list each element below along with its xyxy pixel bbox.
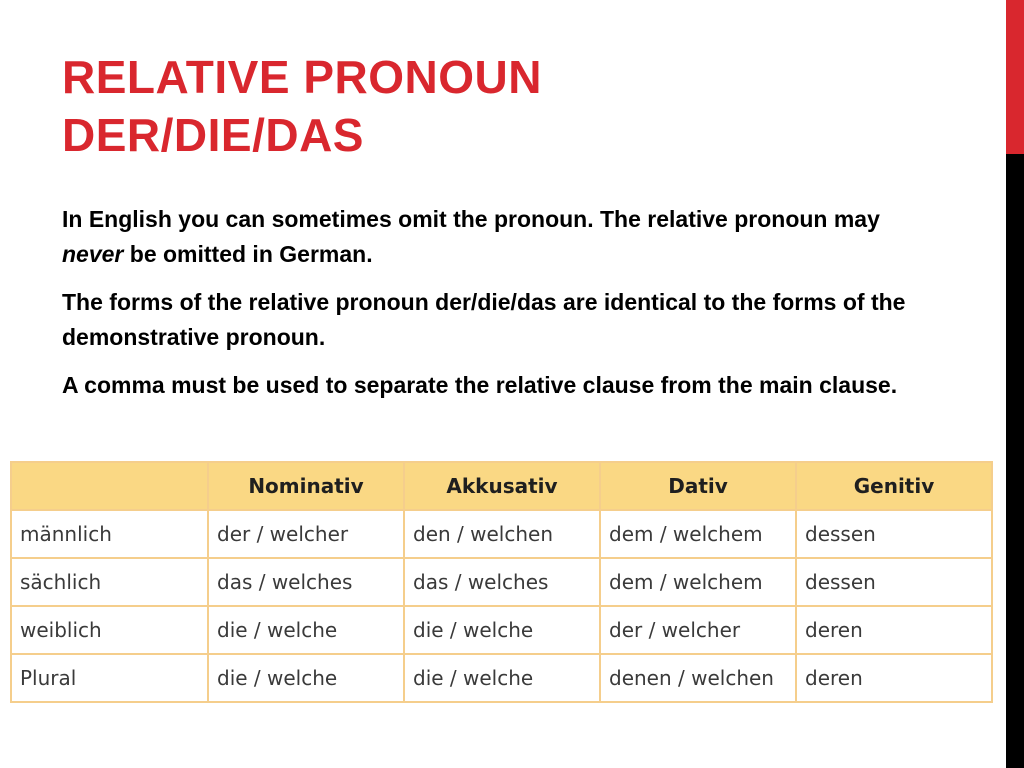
table-cell: die / welche (404, 654, 600, 702)
table-cell: das / welches (404, 558, 600, 606)
header-akkusativ: Akkusativ (404, 462, 600, 510)
slide-body (62, 202, 922, 416)
slide-side-bar (1006, 0, 1024, 768)
row-label: weiblich (11, 606, 208, 654)
table-cell: dem / welchem (600, 510, 796, 558)
table-cell: der / welcher (600, 606, 796, 654)
table-cell: die / welche (404, 606, 600, 654)
header-nominativ: Nominativ (208, 462, 404, 510)
paragraph-1-after: be omitted in German. (123, 241, 373, 267)
side-bar-accent (1006, 0, 1024, 154)
table-cell: dem / welchem (600, 558, 796, 606)
table-cell: die / welche (208, 606, 404, 654)
paragraph-omit-pronoun (62, 202, 922, 272)
table-cell: deren (796, 654, 992, 702)
table-cell: das / welches (208, 558, 404, 606)
table-cell: denen / welchen (600, 654, 796, 702)
slide-title-line-2: DER/DIE/DAS (62, 109, 364, 161)
declension-table (10, 461, 993, 703)
declension-table-wrap (10, 461, 993, 703)
row-label: männlich (11, 510, 208, 558)
row-label: Plural (11, 654, 208, 702)
table-cell: den / welchen (404, 510, 600, 558)
slide-title-line-1: RELATIVE PRONOUN (62, 51, 542, 103)
paragraph-1-emphasis: never (62, 241, 124, 267)
slide-title (62, 48, 542, 164)
table-row (11, 558, 992, 606)
table-cell: dessen (796, 510, 992, 558)
table-cell: die / welche (208, 654, 404, 702)
header-dativ: Dativ (600, 462, 796, 510)
table-cell: dessen (796, 558, 992, 606)
row-label: sächlich (11, 558, 208, 606)
table-cell: der / welcher (208, 510, 404, 558)
paragraph-comma-rule: A comma must be used to separate the relative clause from the main clause. (62, 372, 898, 398)
table-row (11, 510, 992, 558)
paragraph-1-before: In English you can sometimes omit the pronoun. The relative pronoun may (62, 206, 880, 232)
table-header-row (11, 462, 992, 510)
table-cell: deren (796, 606, 992, 654)
table-row (11, 654, 992, 702)
paragraph-identical-forms: The forms of the relative pronoun der/die/das are identical to the forms of the demonstrative pronoun. (62, 289, 906, 350)
header-corner (11, 462, 208, 510)
header-genitiv: Genitiv (796, 462, 992, 510)
table-row (11, 606, 992, 654)
